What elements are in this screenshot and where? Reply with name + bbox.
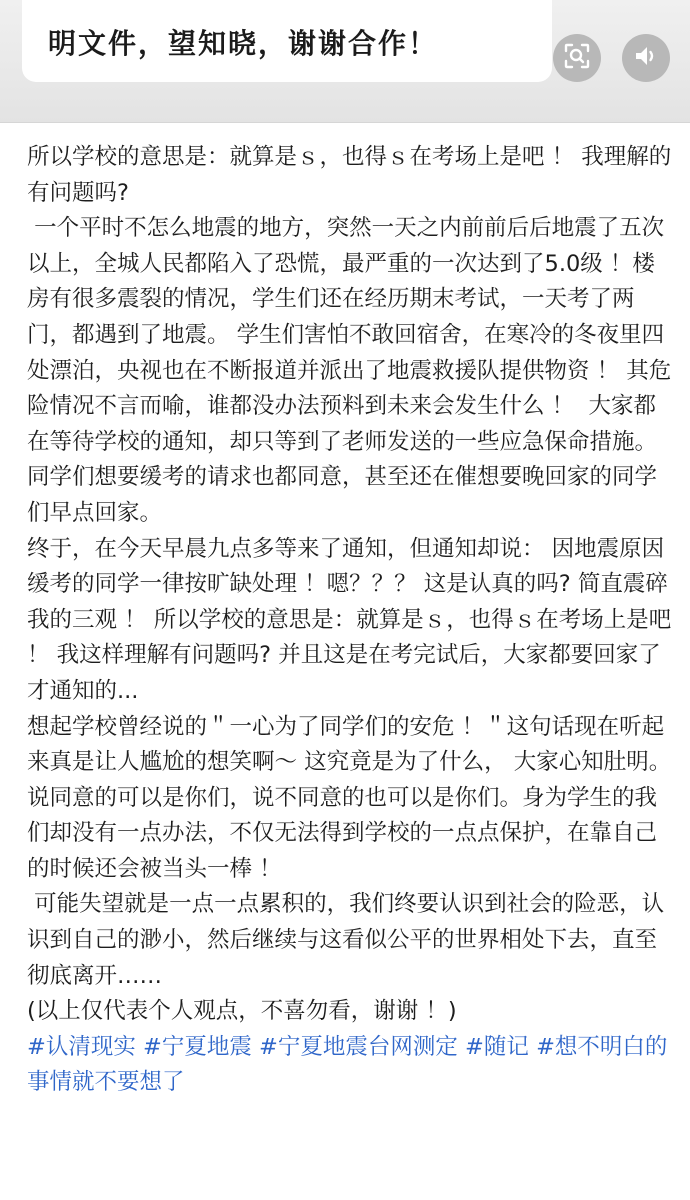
scan-icon xyxy=(564,43,590,73)
attached-image[interactable] xyxy=(22,0,552,82)
post-paragraph: 想起学校曾经说的＂一心为了同学们的安危 ！＂这句话现在听起来真是让人尴尬的想笑啊～ 这究竟是为了什么， 大家心知肚明。 说同意的可以是你们，说不同意的也可以是你们。身为学生的我们却没有一点办法，不仅无法得到学校的一点点保护，在靠自己的时候还会被当头一棒 ！ xyxy=(27,713,679,882)
hashtag-link[interactable]: #宁夏地震 xyxy=(143,1033,252,1060)
hashtag-link[interactable]: #认清现实 xyxy=(27,1033,136,1060)
section-divider xyxy=(0,122,690,123)
post-paragraph: 终于，在今天早晨九点多等来了通知，但通知却说： 因地震原因缓考的同学一律按旷缺处理 ！嗯？？？ 这是认真的吗? 简直震碎我的三观 ！ 所以学校的意思是：就算是ｓ，也得ｓ在考场上是吧 ！ 我这样理解有问题吗? 并且这是在考完试后，大家都要回家了才通知的... xyxy=(27,535,679,704)
post-tags xyxy=(27,1030,675,1101)
hashtag-link[interactable]: #宁夏地震台网测定 xyxy=(259,1033,458,1060)
sound-button[interactable] xyxy=(622,34,670,82)
speaker-icon xyxy=(633,43,659,73)
post-paragraph: (以上仅代表个人观点，不喜勿看，谢谢 ！) xyxy=(27,998,457,1025)
post-paragraph: 一个平时不怎么地震的地方，突然一天之内前前后后地震了五次以上，全城人民都陷入了恐慌，最严重的一次达到了5.0级 ！楼房有很多震裂的情况，学生们还在经历期末考试，一天考了两门，都遇到了地震。 学生们害怕不敢回宿舍，在寒冷的冬夜里四处漂泊，央视也在不断报道并派出了地震救援队提供物资 ！ 其危险情况不言而喻，谁都没办法预料到未来会发生什么 ！ 大家都在等待学校的通知，却只等到了老师发送的一些应急保命措施。同学们想要缓考的请求也都同意，甚至还在催想要晚回家的同学们早点回家。 xyxy=(27,215,672,526)
image-caption-text: 明文件，望知晓，谢谢合作！ xyxy=(48,27,439,60)
post-body xyxy=(27,140,679,1101)
image-preview-area xyxy=(0,0,690,122)
scan-button[interactable] xyxy=(553,34,601,82)
post-paragraph: 可能失望就是一点一点累积的，我们终要认识到社会的险恶，认识到自己的渺小，然后继续与这看似公平的世界相处下去，直至彻底离开…… xyxy=(27,891,665,989)
hashtag-link[interactable]: #想不明白的事情就不要想了 xyxy=(27,1033,668,1096)
post-paragraph: 所以学校的意思是：就算是ｓ，也得ｓ在考场上是吧 ！ 我理解的有问题吗? xyxy=(27,144,672,206)
hashtag-link[interactable]: #随记 xyxy=(465,1033,529,1060)
